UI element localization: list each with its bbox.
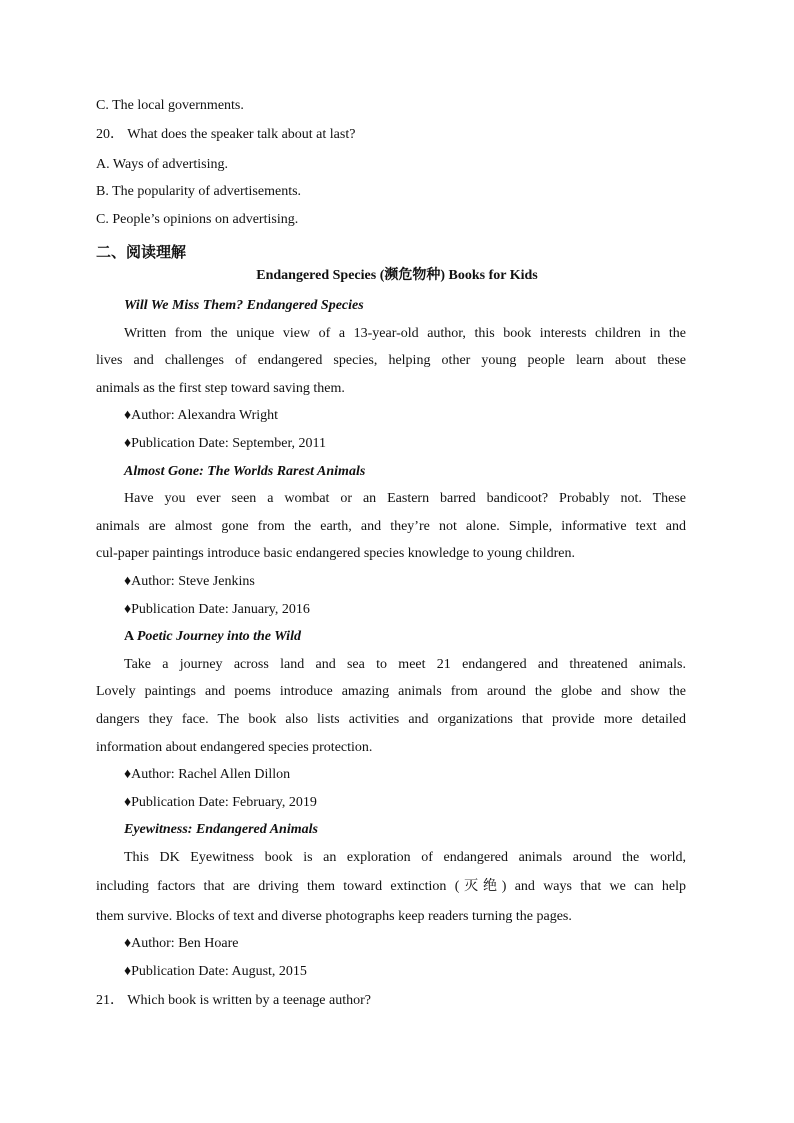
q20-question: 20． What does the speaker talk about at last? [96,127,356,142]
book-publication-date: ♦Publication Date: September, 2011 [124,436,327,451]
book-desc-line: Written from the unique view of a 13-year-old author, this book interests children in the [124,326,686,341]
book-author: ♦Author: Ben Hoare [124,936,239,951]
book-publication-date: ♦Publication Date: January, 2016 [124,602,310,617]
passage-title: Endangered Species (濒危物种) Books for Kids [256,268,538,283]
q21-question: 21． Which book is written by a teenage author? [96,993,371,1008]
book-title-prefix: A [124,629,137,644]
book-desc-line: including factors that are driving them toward extinction (灭绝) and ways that we can help [96,879,686,894]
book-title-line [124,628,301,646]
book-desc-line: animals as the first step toward saving them. [96,381,345,396]
q20-option-a: A. Ways of advertising. [96,157,228,172]
book-desc-line: information about endangered species protection. [96,740,373,755]
book-author: ♦Author: Rachel Allen Dillon [124,767,291,782]
book-desc-line: them survive. Blocks of text and diverse photographs keep readers turning the pages. [96,909,572,924]
book-desc-line: Lovely paintings and poems introduce amazing animals from around the globe and show the [96,684,686,699]
book-title: Almost Gone: The Worlds Rarest Animals [124,464,366,479]
book-desc-line: Have you ever seen a wombat or an Eastern barred bandicoot? Probably not. These [124,491,686,506]
book-publication-date: ♦Publication Date: February, 2019 [124,795,317,810]
book-desc-line: lives and challenges of endangered species, helping other young people learn about these [96,353,686,368]
book-desc-line: animals are almost gone from the earth, and they’re not alone. Simple, informative text and [96,519,686,534]
q19-option-c: C. The local governments. [96,98,244,113]
book-desc-line: Take a journey across land and sea to meet 21 endangered and threatened animals. [124,657,686,672]
q20-option-c: C. People’s opinions on advertising. [96,212,299,227]
book-desc-line: dangers they face. The book also lists activities and organizations that provide more detailed [96,712,686,727]
book-title: Will We Miss Them? Endangered Species [124,298,364,313]
book-author: ♦Author: Steve Jenkins [124,574,255,589]
book-title: Poetic Journey into the Wild [136,629,301,644]
section-heading-reading: 二、阅读理解 [96,243,187,261]
book-author: ♦Author: Alexandra Wright [124,408,279,423]
book-desc-line: cul-paper paintings introduce basic endangered species knowledge to young children. [96,546,575,561]
q20-option-b: B. The popularity of advertisements. [96,184,302,199]
book-desc-line: This DK Eyewitness book is an exploration of endangered animals around the world, [124,850,686,865]
book-title: Eyewitness: Endangered Animals [124,822,318,837]
book-publication-date: ♦Publication Date: August, 2015 [124,964,307,979]
